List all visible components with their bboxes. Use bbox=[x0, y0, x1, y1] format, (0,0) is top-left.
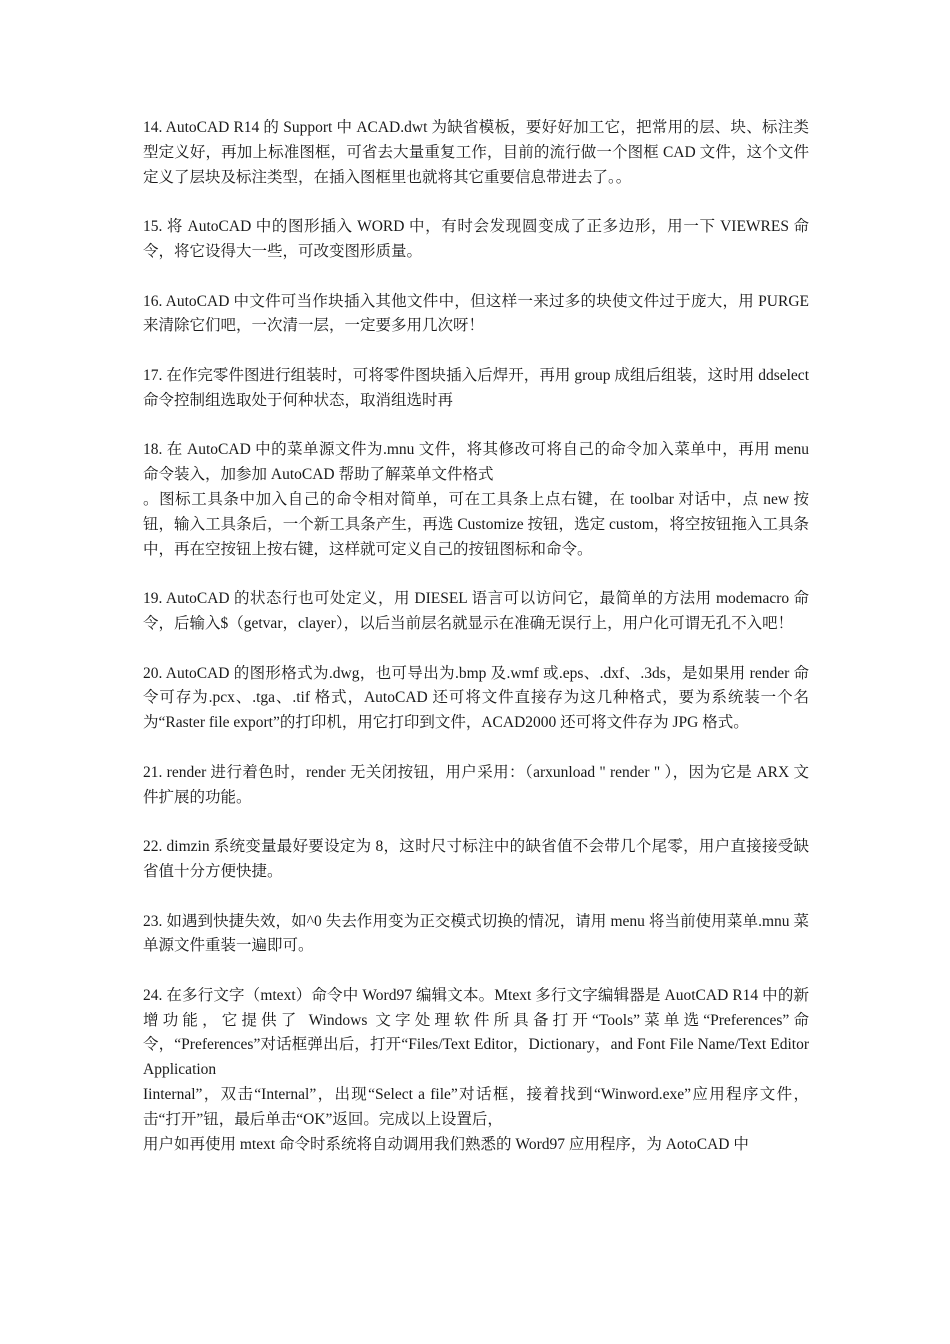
tip-text: 19. AutoCAD 的状态行也可处定义，用 DIESEL 语言可以访问它，最简单的方法用 modemacro 命令，后输入$（getvar，clayer），以后当前层名就显示在准确无误行上，用户化可谓无孔不入吧！ bbox=[143, 590, 809, 632]
tip-20 bbox=[143, 662, 809, 736]
tip-text: 16. AutoCAD 中文件可当作块插入其他文件中，但这样一来过多的块使文件过于庞大，用 PURGE 来清除它们吧，一次清一层，一定要多用几次呀！ bbox=[143, 292, 809, 335]
tip-text: 22. dimzin 系统变量最好要设定为 8，这时尺寸标注中的缺省值不会带几个尾零，用户直接接受缺省值十分方便快捷。 bbox=[143, 838, 809, 880]
tip-text: 24. 在多行文字（mtext）命令中 Word97 编辑文本。Mtext 多行文字编辑器是 AuotCAD R14 中的新增功能，它提供了 Windows 文字处理软件所具备打开“Tools”菜单选“Preferences”命令，“Preferences”对话框弹出后，打开“Files/Text Editor，Dictionary，and Font File Name/Text Editor Application bbox=[143, 986, 809, 1079]
document-page bbox=[143, 116, 809, 1182]
tip-24 bbox=[143, 984, 809, 1158]
tip-text: 14. AutoCAD R14 的 Support 中 ACAD.dwt 为缺省模板，要好好加工它，把常用的层、块、标注类型定义好，再加上标准图框，可省去大量重复工作，目前的流行做一个图框 CAD 文件，这个文件定义了层块及标注类型，在插入图框里也就将其它重要信息带进去了。。 bbox=[143, 119, 809, 186]
tip-18 bbox=[143, 438, 809, 562]
tip-16 bbox=[143, 290, 809, 340]
tip-text: 20. AutoCAD 的图形格式为.dwg，也可导出为.bmp 及.wmf 或.eps、.dxf、.3ds，是如果用 render 命令可存为.pcx、.tga、.tif 格式，AutoCAD 还可将文件直接存为这几种格式，要为系统装一个名为“Raster file export”的打印机，用它打印到文件，ACAD2000 还可将文件存为 JPG 格式。 bbox=[143, 664, 809, 732]
tip-text: 18. 在 AutoCAD 中的菜单源文件为.mnu 文件，将其修改可将自己的命令加入菜单中，再用 menu 命令装入，加参加 AutoCAD 帮助了解菜单文件格式 bbox=[143, 441, 809, 484]
tip-text-continued: 用户如再使用 mtext 命令时系统将自动调用我们熟悉的 Word97 应用程序，为 AotoCAD 中 bbox=[143, 1135, 749, 1153]
tip-17 bbox=[143, 364, 809, 414]
tip-text-continued: 。图标工具条中加入自己的命令相对简单，可在工具条上点右键，在 toolbar 对话中，点 new 按钮，输入工具条后，一个新工具条产生，再选 Customize 按钮，选定 custom，将空按钮拖入工具条中，再在空按钮上按右键，这样就可定义自己的按钮图标和命令。 bbox=[143, 490, 809, 558]
tip-text-continued: Iinternal”，双击“Internal”，出现“Select a file”对话框，接着找到“Winword.exe”应用程序文件，击“打开”钮，最后单击“OK”返回。完成以上设置后， bbox=[143, 1086, 809, 1128]
tip-14 bbox=[143, 116, 809, 190]
tip-19 bbox=[143, 587, 809, 637]
tip-15 bbox=[143, 215, 809, 265]
tip-22 bbox=[143, 835, 809, 885]
tip-text: 21. render 进行着色时，render 无关闭按钮，用户采用：（arxunload " render " ），因为它是 ARX 文件扩展的功能。 bbox=[143, 763, 809, 806]
tip-text: 17. 在作完零件图进行组装时，可将零件图块插入后焊开，再用 group 成组后组装，这时用 ddselect 命令控制组选取处于何种状态，取消组选时再 bbox=[143, 366, 809, 409]
tip-23 bbox=[143, 910, 809, 960]
tip-text: 15. 将 AutoCAD 中的图形插入 WORD 中，有时会发现圆变成了正多边形，用一下 VIEWRES 命令，将它设得大一些，可改变图形质量。 bbox=[143, 218, 809, 260]
tip-text: 23. 如遇到快捷失效，如^0 失去作用变为正交模式切换的情况，请用 menu 将当前使用菜单.mnu 菜单源文件重装一遍即可。 bbox=[143, 912, 809, 955]
tip-21 bbox=[143, 761, 809, 811]
